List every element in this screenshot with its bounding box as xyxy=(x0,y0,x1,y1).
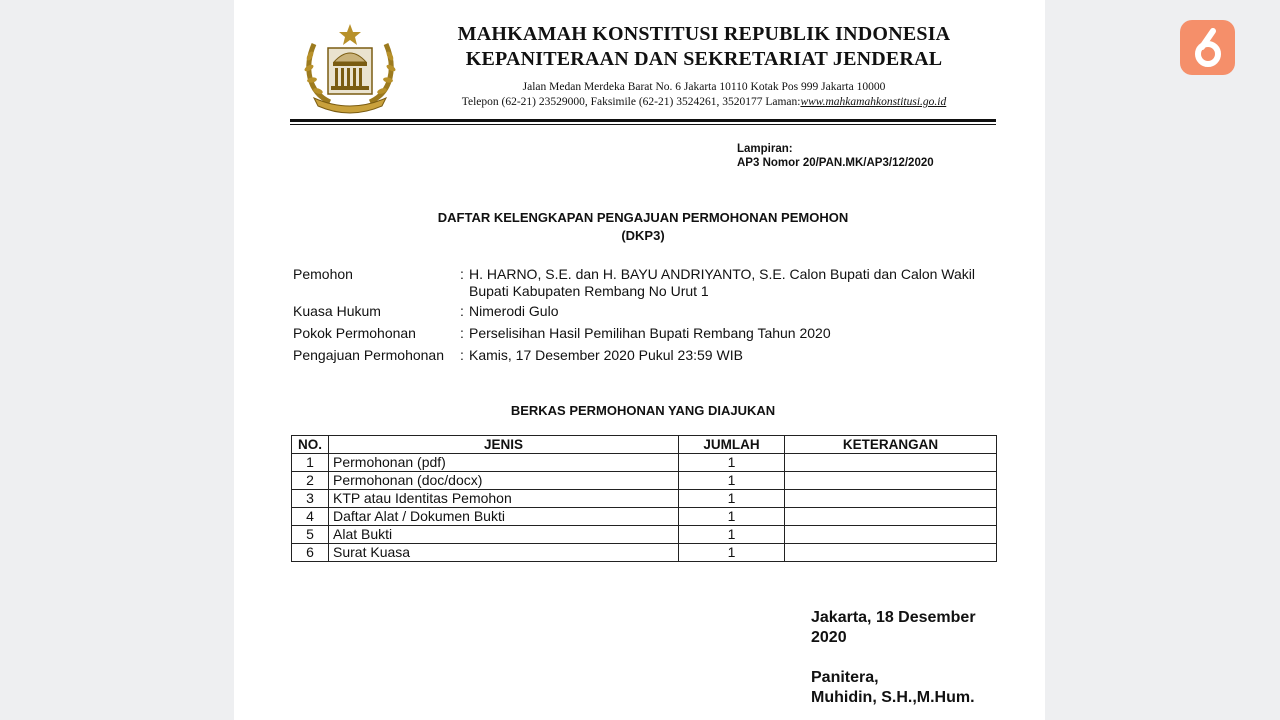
info-colon: : xyxy=(460,325,464,341)
info-colon: : xyxy=(460,347,464,363)
cell-no: 1 xyxy=(292,454,329,472)
cell-jenis: Surat Kuasa xyxy=(329,544,679,562)
header-contact xyxy=(420,96,988,108)
info-label-pengajuan-permohonan: Pengajuan Permohonan xyxy=(293,347,445,363)
cell-no: 5 xyxy=(292,526,329,544)
cell-keterangan xyxy=(785,526,997,544)
cell-keterangan xyxy=(785,508,997,526)
table-row xyxy=(292,544,997,562)
signature-place-date-line2: 2020 xyxy=(811,629,847,646)
header-website-link[interactable]: www.mahkamahkonstitusi.go.id xyxy=(800,96,947,108)
header-jenis: JENIS xyxy=(329,436,679,454)
info-label-kuasa-hukum: Kuasa Hukum xyxy=(293,303,381,319)
cell-jumlah: 1 xyxy=(679,508,785,526)
liputan6-logo-icon xyxy=(1180,20,1235,75)
lampiran-number: AP3 Nomor 20/PAN.MK/AP3/12/2020 xyxy=(737,157,934,169)
lampiran-label: Lampiran: xyxy=(737,143,793,155)
cell-jumlah: 1 xyxy=(679,454,785,472)
cell-jenis: Daftar Alat / Dokumen Bukti xyxy=(329,508,679,526)
cell-jumlah: 1 xyxy=(679,544,785,562)
header-address: Jalan Medan Merdeka Barat No. 6 Jakarta 10110 Kotak Pos 999 Jakarta 10000 xyxy=(522,81,886,93)
cell-jumlah: 1 xyxy=(679,526,785,544)
cell-no: 2 xyxy=(292,472,329,490)
cell-keterangan xyxy=(785,472,997,490)
signature-name: Muhidin, S.H.,M.Hum. xyxy=(811,689,975,706)
info-value-pemohon: H. HARNO, S.E. dan H. BAYU ANDRIYANTO, S.E. Calon Bupati dan Calon Wakil Bupati Kabupaten Rembang No Urut 1 xyxy=(469,266,976,299)
cell-jenis: Alat Bukti xyxy=(329,526,679,544)
header-no: NO. xyxy=(292,436,329,454)
signature-role: Panitera, xyxy=(811,669,879,686)
table-row xyxy=(292,508,997,526)
info-colon: : xyxy=(460,303,464,319)
cell-no: 6 xyxy=(292,544,329,562)
info-value-pokok-permohonan: Perselisihan Hasil Pemilihan Bupati Rembang Tahun 2020 xyxy=(469,325,831,341)
cell-keterangan xyxy=(785,490,997,508)
header-rule-thick xyxy=(290,119,996,122)
cell-keterangan xyxy=(785,454,997,472)
cell-jenis: Permohonan (doc/docx) xyxy=(329,472,679,490)
info-label-pokok-permohonan: Pokok Permohonan xyxy=(293,325,416,341)
cell-no: 3 xyxy=(292,490,329,508)
table-row xyxy=(292,526,997,544)
mk-emblem-icon xyxy=(300,22,400,114)
table-row xyxy=(292,490,997,508)
info-value-kuasa-hukum: Nimerodi Gulo xyxy=(469,303,559,319)
cell-jumlah: 1 xyxy=(679,490,785,508)
header-contact-text: Telepon (62-21) 23529000, Faksimile (62-21) 3524261, 3520177 Laman: xyxy=(461,96,801,108)
table-header-row xyxy=(292,436,997,454)
table-row xyxy=(292,454,997,472)
header-title-line1: MAHKAMAH KONSTITUSI REPUBLIK INDONESIA xyxy=(457,23,951,45)
header-title-line2: KEPANITERAAN DAN SEKRETARIAT JENDERAL xyxy=(465,48,943,70)
info-label-pemohon: Pemohon xyxy=(293,266,353,282)
cell-jenis: KTP atau Identitas Pemohon xyxy=(329,490,679,508)
signature-place-date-line1: Jakarta, 18 Desember xyxy=(811,609,976,626)
header-rule-thin xyxy=(290,124,996,125)
berkas-title: BERKAS PERMOHONAN YANG DIAJUKAN xyxy=(510,403,776,418)
document-title: DAFTAR KELENGKAPAN PENGAJUAN PERMOHONAN PEMOHON xyxy=(437,210,849,225)
six-glyph-icon xyxy=(1191,28,1225,68)
cell-keterangan xyxy=(785,544,997,562)
cell-no: 4 xyxy=(292,508,329,526)
document-subtitle: (DKP3) xyxy=(621,228,665,243)
berkas-table xyxy=(291,435,997,562)
info-value-pengajuan-permohonan: Kamis, 17 Desember 2020 Pukul 23:59 WIB xyxy=(469,347,743,363)
cell-jenis: Permohonan (pdf) xyxy=(329,454,679,472)
header-jumlah: JUMLAH xyxy=(679,436,785,454)
info-colon: : xyxy=(460,266,464,282)
cell-jumlah: 1 xyxy=(679,472,785,490)
header-keterangan: KETERANGAN xyxy=(785,436,997,454)
table-row xyxy=(292,472,997,490)
